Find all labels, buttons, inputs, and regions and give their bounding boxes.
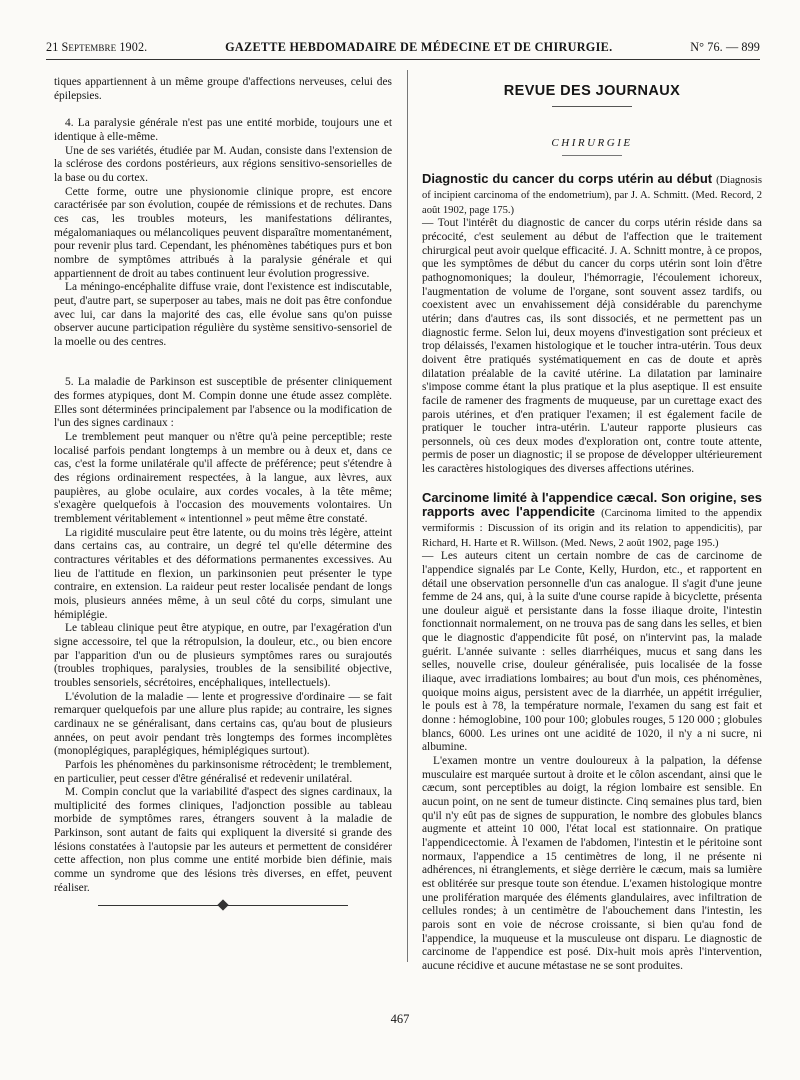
journal-title: GAZETTE HEBDOMADAIRE DE MÉDECINE ET DE CHIRURGIE. <box>225 40 613 54</box>
left-column <box>54 76 392 906</box>
paragraph: 4. La paralysie générale n'est pas une entité morbide, toujours une et identique à elle-même. <box>54 117 392 143</box>
paragraph: tiques appartiennent à un même groupe d'affections nerveuses, celui des épilepsies. <box>54 76 392 102</box>
paragraph: Le tableau clinique peut être atypique, en outre, par l'exagération d'un signe accessoire, tel que la rétropulsion, la douleur, etc., ou bien encore par l'apparition d'un ou de plusieurs symptômes rares ou surajoutés (troubles trophiques, paralysies, troubles de la sensibilité objective, troubles sensoriels, sécrétoires, encéphaliques, intellectuels). <box>54 622 392 689</box>
subsection-rule <box>562 155 622 156</box>
article-2 <box>422 491 762 550</box>
article-1-reference: (Diagnosis of incipient carcinoma of the endometrium), par J. A. Schmitt. (Med. Record, 2 août 1902, page 175.) <box>422 175 762 217</box>
running-header <box>46 40 760 55</box>
article-1 <box>422 172 762 217</box>
paragraph: M. Compin conclut que la variabilité d'aspect des signes cardinaux, la multiplicité des formes cliniques, l'adjonction possible au tableau morbide de symptômes rares, étrangers souvent à la maladie de Parkinson, sont autant de faits qui expliquent la diversité si grande des lésions constatées à l'autopsie par les auteurs et permettent de considérer cette affection, non plus comme une entité morbide bien définie, mais comme un syndrome que des lésions très diverses, en effet, peuvent réaliser. <box>54 786 392 894</box>
heading-rule <box>552 106 632 107</box>
article-2-reference: (Carcinoma limited to the appendix vermiformis : Discussion of its origin and its relation to appendicitis), par Richard, H. Harte et R. Willson. (Med. News, 2 août 1902, page 195.) <box>422 508 762 550</box>
paragraph: Le tremblement peut manquer ou n'être qu'à peine perceptible; reste localisé parfois pendant longtemps à un membre ou à deux et, dans ce cas, c'est la forme unilatérale qu'il affecte de préférence; peut s'étendre à des régions ordinairement respectées, à la langue, aux lèvres, aux paupières, au globe oculaire, aux cordes vocales, à la tête même; s'exagère quelquefois à l'occasion des mouvements volontaires. Un tremblement véritablement « intentionnel » peut même être constaté. <box>54 431 392 526</box>
paragraph: 5. La maladie de Parkinson est susceptible de présenter cliniquement des formes atypiques, dont M. Compin donne une étude assez complète. Elles sont déterminées principalement par l'absence ou la modification de l'un des signes cardinaux : <box>54 376 392 430</box>
paragraph: Une de ses variétés, étudiée par M. Audan, consiste dans l'extension de la sclérose des cordons postérieurs, aux régions sensitivo-sensorielles de la base ou du cortex. <box>54 144 392 184</box>
paragraph: La rigidité musculaire peut être latente, ou du moins très légère, atteint dans certains cas, au contraire, un degré tel qu'elle détermine des contractures véritables et des déformations permanentes excessives. Au lieu de l'attitude en flexion, un parkinsonien peut présenter le type contraire, en extension. La raideur peut rester localisée pendant de longs mois, plusieurs années même, à un seul côté du corps, simulant une hémiplégie. <box>54 526 392 621</box>
right-column <box>422 76 762 974</box>
header-rule <box>46 59 760 60</box>
column-divider <box>407 70 408 962</box>
end-ornament-rule <box>98 905 348 906</box>
section-heading: REVUE DES JOURNAUX <box>503 83 681 99</box>
paragraph: Cette forme, outre une physionomie clinique propre, est encore caractérisée par son évolution, coupée de rémissions et de rechutes. Dans ces cas, les troubles moteurs, les manifestations délirantes, mégalomaniaques ou mélancoliques peuvent disparaître momentanément, pour revenir plus tard. Cependant, les phénomènes tabétiques purs et bon nombre de symptômes attribués à la paralysie générale et qui appartiennent de droit au tabes continuent leur évolution progressive. <box>54 185 392 280</box>
article-1-title: Diagnostic du cancer du corps utérin au début <box>422 171 713 187</box>
article-1-body: — Tout l'intérêt du diagnostic de cancer du corps utérin réside dans sa précocité, c'est seulement au début de l'affection que le traitement chirurgical peut avoir quelque efficacité. J. A. Schnitt montre, à ce propos, que les symptômes de début du cancer du corps utérin sont loin d'être pathognomoniques; la douleur, l'hémorragie, l'écoulement ichoreux, l'augmentation de volume de l'organe, sont souvent assez tardifs, ou coexistent avec un envahissement déjà considérable du parenchyme utérin; dans d'autres cas, ils sont dissociés, et ne permettent pas un diagnostic ferme. Selon lui, deux moyens d'investigation sont précieux et trop délaissés, l'examen histologique et le toucher intra-utérin. Tous deux doivent être pratiqués systématiquement en cas de doute et après dilatation préalable de la cavité utérine. La dilatation par laminaire s'impose comme étant la plus pratique et la plus aseptique. Il est ensuite facile de ramener des fragments de muqueuse, par un curettage exact des parois utérines, et d'en pratiquer l'examen; il est également facile de pratiquer le toucher intra-utérin. L'auteur rapporte plusieurs cas personnels, où ces deux modes d'exploration ont, contre toute attente, permis de poser un diagnostic; il se propose de développer ultérieurement les caractères histologiques des diverses affections utérines. <box>422 217 762 476</box>
paragraph: L'évolution de la maladie — lente et progressive d'ordinaire — se fait remarquer quelquefois par une allure plus rapide; au contraire, les signes cardinaux ne se généralisant, dans certains cas, qu'au bout de plusieurs années, on peut avoir pendant très longtemps des formes incomplètes (monoplégiques, paraplégiques, hémiplégiques surtout). <box>54 690 392 758</box>
issue-page-number: N° 76. — 899 <box>690 40 760 54</box>
article-2-title: Carcinome limité à l'appendice cæcal. Son origine, ses rapports avec l'appendicite <box>422 489 762 520</box>
article-2-paragraph: L'examen montre un ventre douloureux à la palpation, la défense musculaire est marquée surtout à droite et le côlon ascendant, ainsi que le cæcum, sont perceptibles au doigt, la région lombaire est sensible. En aucun point, on ne sent de tumeur distincte. Cinq semaines plus tard, bien qu'il n'y eût pas de signes de suppuration, le nombre des globules blancs augmente et atteint 10 000, l'état local est stationnaire. On pratique l'appendicectomie. À l'examen de l'abdomen, l'intestin et le péritoine sont normaux, l'appendice a 15 centimètres de long, il ne présente ni adhérences, ni étranglements, et siège derrière le cæcum, mais sa lumière est oblitérée sur presque toute son étendue. L'examen histologique montre une prolifération marquée des éléments glandulaires, avec infiltration de cellules rondes; à un centimètre de l'abouchement dans l'intestin, les parois sont en voie de nécrose croissante, si bien qu'au fond de l'appendice, la muqueuse et la musculeuse ont disparu. Le diagnostic de carcinome de l'appendice est posé. Dix-huit mois après l'intervention, aucune récidive et aucune métastase ne se sont produites. <box>422 755 762 972</box>
subsection-heading: CHIRURGIE <box>551 136 633 149</box>
paragraph: La méningo-encéphalite diffuse vraie, dont l'existence est indiscutable, peut, d'autre part, se superposer au tabes, mais ne doit pas être confondue avec lui, car dans la majorité des cas, elle évolue sans qu'on puisse observer aucune participation régulière du système sensitivo-sensoriel de la moelle ou des centres. <box>54 281 392 348</box>
page-number: 467 <box>390 1012 410 1026</box>
paragraph: Parfois les phénomènes du parkinsonisme rétrocèdent; le tremblement, en particulier, peut cesser d'être généralisé et redevenir unilatéral. <box>54 758 392 785</box>
article-2-paragraph: — Les auteurs citent un certain nombre de cas de carcinome de l'appendice signalés par Le Conte, Kelly, Hurdon, etc., et rapportent en détail une observation personnelle d'un cas analogue. Il s'agit d'une jeune femme de 24 ans, qui, à la suite d'une course rapide à bicyclette, présenta une douleur aiguë et persistante dans la fosse iliaque droite, l'intestin fonctionnait normalement, on ne trouva pas de sang dans les selles, et bien que le diagnostic d'appendicite fût posé, on n'intervint pas, la malade guérit. L'année suivante : selles diarrhéiques, mucus et sang dans les selles, nouvelle crise, douleur généralisée, puis localisée de la fosse iliaque, avec irradiations lombaires; au bout d'un mois, ces phénomènes, quoique moins aigus, persistent avec de la diarrhée, un appétit irrégulier, le pouls est à 78, la température normale, l'examen du sang est fait et donne : hémoglobine, 100 pour 100; globules rouges, 5 120 000 ; globules blancs, 6000. Les urines ont une acidité de 1020, il n'y a ni sucre, ni albumine. <box>422 550 762 754</box>
issue-date: 21 Septembre 1902. <box>46 40 148 54</box>
